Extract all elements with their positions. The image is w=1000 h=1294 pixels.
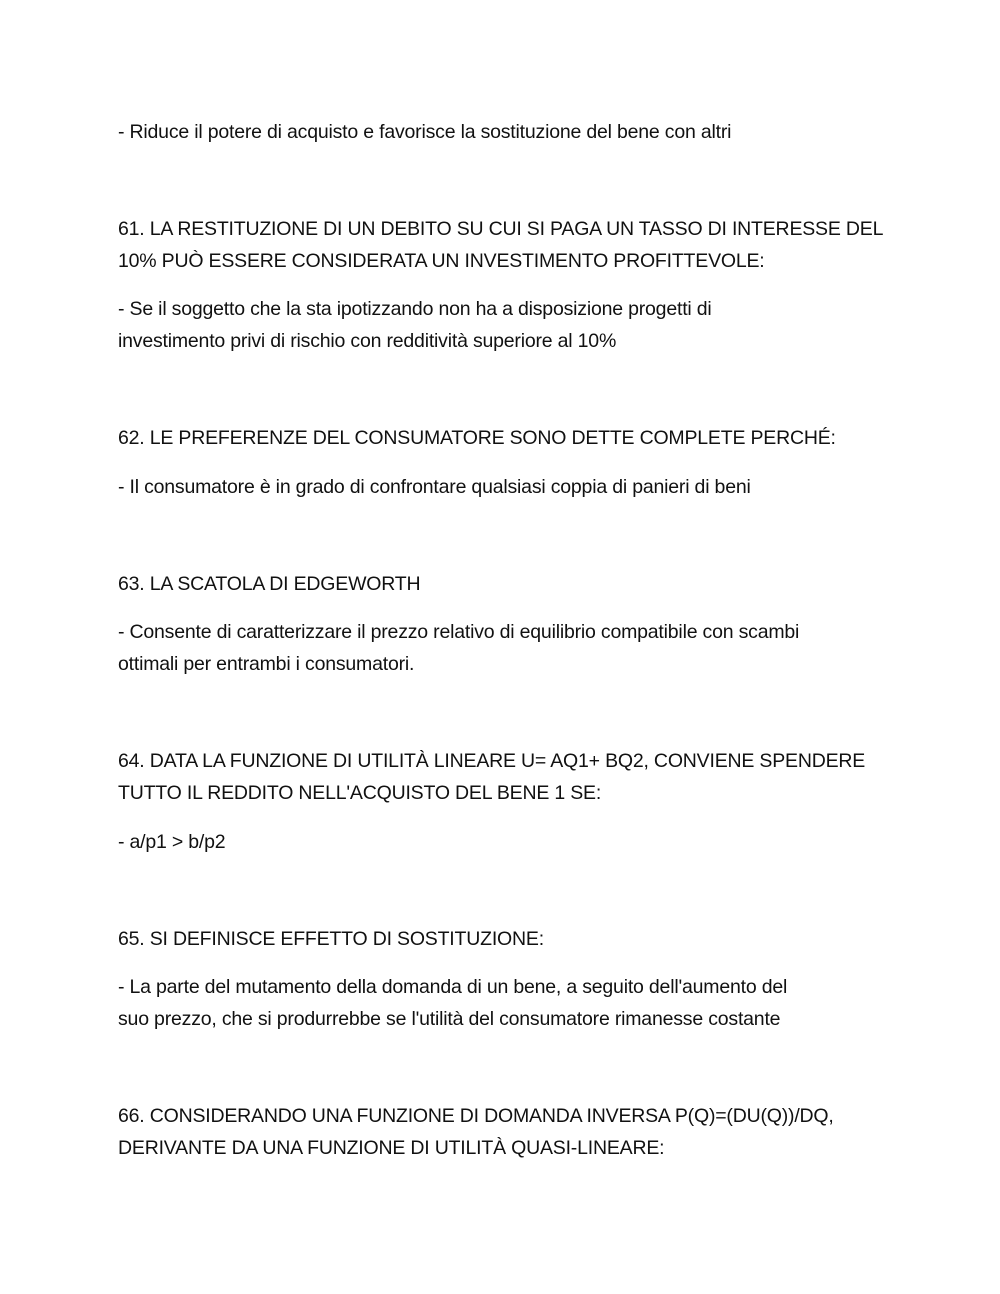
question-61-title-cont: 10% PUÒ ESSERE CONSIDERATA UN INVESTIMENTO PROFITTEVOLE: — [118, 250, 765, 272]
answer-65-cont: suo prezzo, che si produrrebbe se l'utilità del consumatore rimanesse costante — [118, 1008, 781, 1030]
question-66-title: 66. CONSIDERANDO UNA FUNZIONE DI DOMANDA INVERSA P(Q)=(DU(Q))/DQ, — [118, 1105, 834, 1127]
answer-63: - Consente di caratterizzare il prezzo relativo di equilibrio compatibile con scambi — [118, 621, 800, 643]
question-66-title-cont: DERIVANTE DA UNA FUNZIONE DI UTILITÀ QUASI-LINEARE: — [118, 1137, 665, 1159]
answer-62: - Il consumatore è in grado di confrontare qualsiasi coppia di panieri di beni — [118, 476, 751, 498]
answer-61-cont: investimento privi di rischio con redditività superiore al 10% — [118, 330, 617, 352]
answer-65: - La parte del mutamento della domanda di un bene, a seguito dell'aumento del — [118, 976, 788, 998]
answer-64: - a/p1 > b/p2 — [118, 831, 226, 853]
question-65-title: 65. SI DEFINISCE EFFETTO DI SOSTITUZIONE: — [118, 928, 544, 950]
question-62-title: 62. LE PREFERENZE DEL CONSUMATORE SONO DETTE COMPLETE PERCHÉ: — [118, 427, 836, 449]
answer-63-cont: ottimali per entrambi i consumatori. — [118, 653, 415, 675]
answer-61: - Se il soggetto che la sta ipotizzando non ha a disposizione progetti di — [118, 298, 712, 320]
answer-text: - Riduce il potere di acquisto e favorisce la sostituzione del bene con altri — [118, 121, 732, 143]
question-64-title-cont: TUTTO IL REDDITO NELL'ACQUISTO DEL BENE 1 SE: — [118, 782, 602, 804]
question-64-title: 64. DATA LA FUNZIONE DI UTILITÀ LINEARE U= AQ1+ BQ2, CONVIENE SPENDERE — [118, 750, 866, 772]
question-61-title: 61. LA RESTITUZIONE DI UN DEBITO SU CUI SI PAGA UN TASSO DI INTERESSE DEL — [118, 218, 884, 240]
question-63-title: 63. LA SCATOLA DI EDGEWORTH — [118, 573, 421, 595]
